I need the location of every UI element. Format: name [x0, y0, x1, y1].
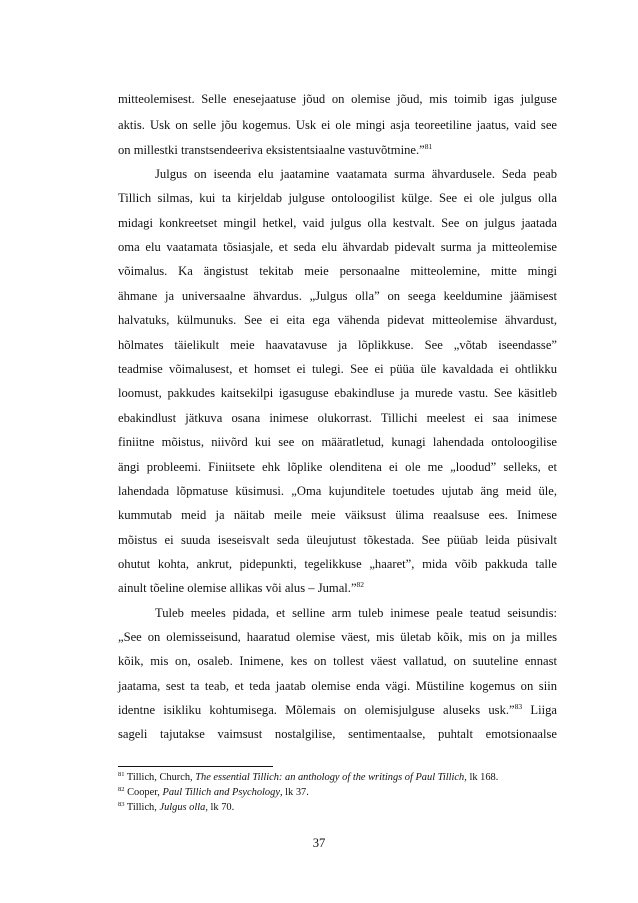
text-line: oma elu vaatamata tõsiasjale, et seda elu ähvardab pidevalt surma ja mitteolemise	[118, 240, 557, 254]
footnote-83	[118, 801, 557, 815]
text-line: ohutut kohta, ankrut, pidepunkti, tegelikkuse „haaret”, mida võib pakkuda talle	[118, 557, 557, 571]
footnote-number: 82	[118, 786, 125, 793]
text-line: loomust, pakkudes kaitsekilpi igasuguse ebakindluse ja murede vastu. See käsitleb	[118, 386, 557, 400]
page-number: 37	[312, 836, 326, 850]
footnote-82	[118, 786, 557, 800]
text-line: ähmane ja universaalne ähvardus. „Julgus olla” on seega keeldumine jäämisest	[118, 289, 557, 303]
text-line: „See on olemisseisund, haaratud olemise väest, mis ületab kõik, mis on ja milles	[118, 630, 557, 644]
text-line: finiitne mõistus, niivõrd kui see on määratletud, kunagi lahendada ontoloogilise	[118, 435, 557, 449]
text-line: ängi probleemi. Finiitsete ehk lõplike olenditena ei ole me „loodud” selleks, et	[118, 460, 557, 474]
text-line: hõlmates täielikult meie haavatavuse ja lõplikkuse. See „võtab iseendasse”	[118, 338, 557, 352]
text-line-content: ainult tõeline olemise allikas või alus – Jumal.”	[118, 581, 357, 595]
footnote-number: 83	[118, 801, 125, 808]
paragraph-start: Tuleb meeles pidada, et selline arm tuleb inimese peale teatud seisundis:	[155, 606, 557, 620]
text-line: midagi konkreetset mingil hetkel, vaid julgus olla kestvalt. See on julgus jaatada	[118, 216, 557, 230]
footnote-title: Julgus olla	[159, 802, 206, 813]
footnote-ref-82: 82	[356, 580, 365, 589]
text-line: mitteolemisest. Selle enesejaatuse jõud on olemise jõud, mis toimib igas julguse	[118, 92, 557, 106]
footnote-pre: Tillich,	[124, 802, 160, 813]
footnote-ref-83: 83	[514, 702, 523, 711]
text-line: kõik, mis on, osaleb. Inimene, kes on tollest väest vallatud, on suuteline ennast	[118, 654, 557, 668]
footnote-pre: Cooper,	[124, 787, 163, 798]
text-line-content: on millestki transtsendeeriva eksistentsiaalne vastuvõtmine.”	[118, 143, 425, 157]
text-line-content: identne isikliku kohtumisega. Mõlemais on olemisjulguse aluseks usk.”	[118, 703, 515, 717]
footnote-81	[118, 771, 557, 785]
text-line: halvatuks, külmunuks. See ei eita ega vähenda pidevat mitteolemise ähvardust,	[118, 313, 557, 327]
footnote-post: , lk 168.	[464, 772, 499, 783]
footnote-title: Paul Tillich and Psychology	[162, 787, 280, 798]
text-line: kummutab meid ja näitab meile meie väiksust ülima reaalsuse ees. Inimese	[118, 508, 557, 522]
footnote-post: , lk 70.	[205, 802, 235, 813]
footnote-pre: Tillich, Church,	[124, 772, 196, 783]
paragraph-start: Julgus on iseenda elu jaatamine vaatamata surma ähvardusele. Seda peab	[155, 167, 557, 181]
footnote-ref-81: 81	[424, 142, 433, 151]
text-line: võimalus. Ka ängistust tekitab meie personaalne mitteolemine, mitte mingi	[118, 264, 557, 278]
text-line: Tillich silmas, kui ta kirjeldab julguse ontoloogilist külge. See ei ole julgus olla	[118, 191, 557, 205]
text-line: ebakindlust jätkuva osana inimese olukorrast. Tillichi meelest ei saa inimese	[118, 411, 557, 425]
body-text-continued	[118, 0, 557, 760]
text-line: sageli tajutakse vaimsust nostalgilise, sentimentaalse, puhtalt emotsionaalse	[118, 727, 557, 741]
footnote-title: The essential Tillich: an anthology of the writings of Paul Tillich	[195, 772, 465, 783]
text-line: jaatama, sest ta teab, et teda jaatab olemise enda vägi. Müstiline kogemus on siin	[118, 679, 557, 693]
text-line: mõistus ei suuda iseseisvalt seda üleujutust tõkestada. See püüab leida püsivalt	[118, 533, 557, 547]
text-line: aktis. Usk on selle jõu kogemus. Usk ei ole mingi asja teoreetiline jaatus, vaid see	[118, 118, 557, 132]
text-line: teadmise võimalusest, et homset ei tulegi. See ei püüa üle kavaldada ei ohtlikku	[118, 362, 557, 376]
text-line: lahendada lõpmatuse küsimusi. „Oma kujunditele toetudes ujutab äng meid üle,	[118, 484, 557, 498]
footnote-post: , lk 37.	[279, 787, 309, 798]
footnote-separator	[118, 766, 273, 767]
text-line-tail: Liiga	[522, 703, 557, 717]
footnote-number: 81	[118, 771, 125, 778]
